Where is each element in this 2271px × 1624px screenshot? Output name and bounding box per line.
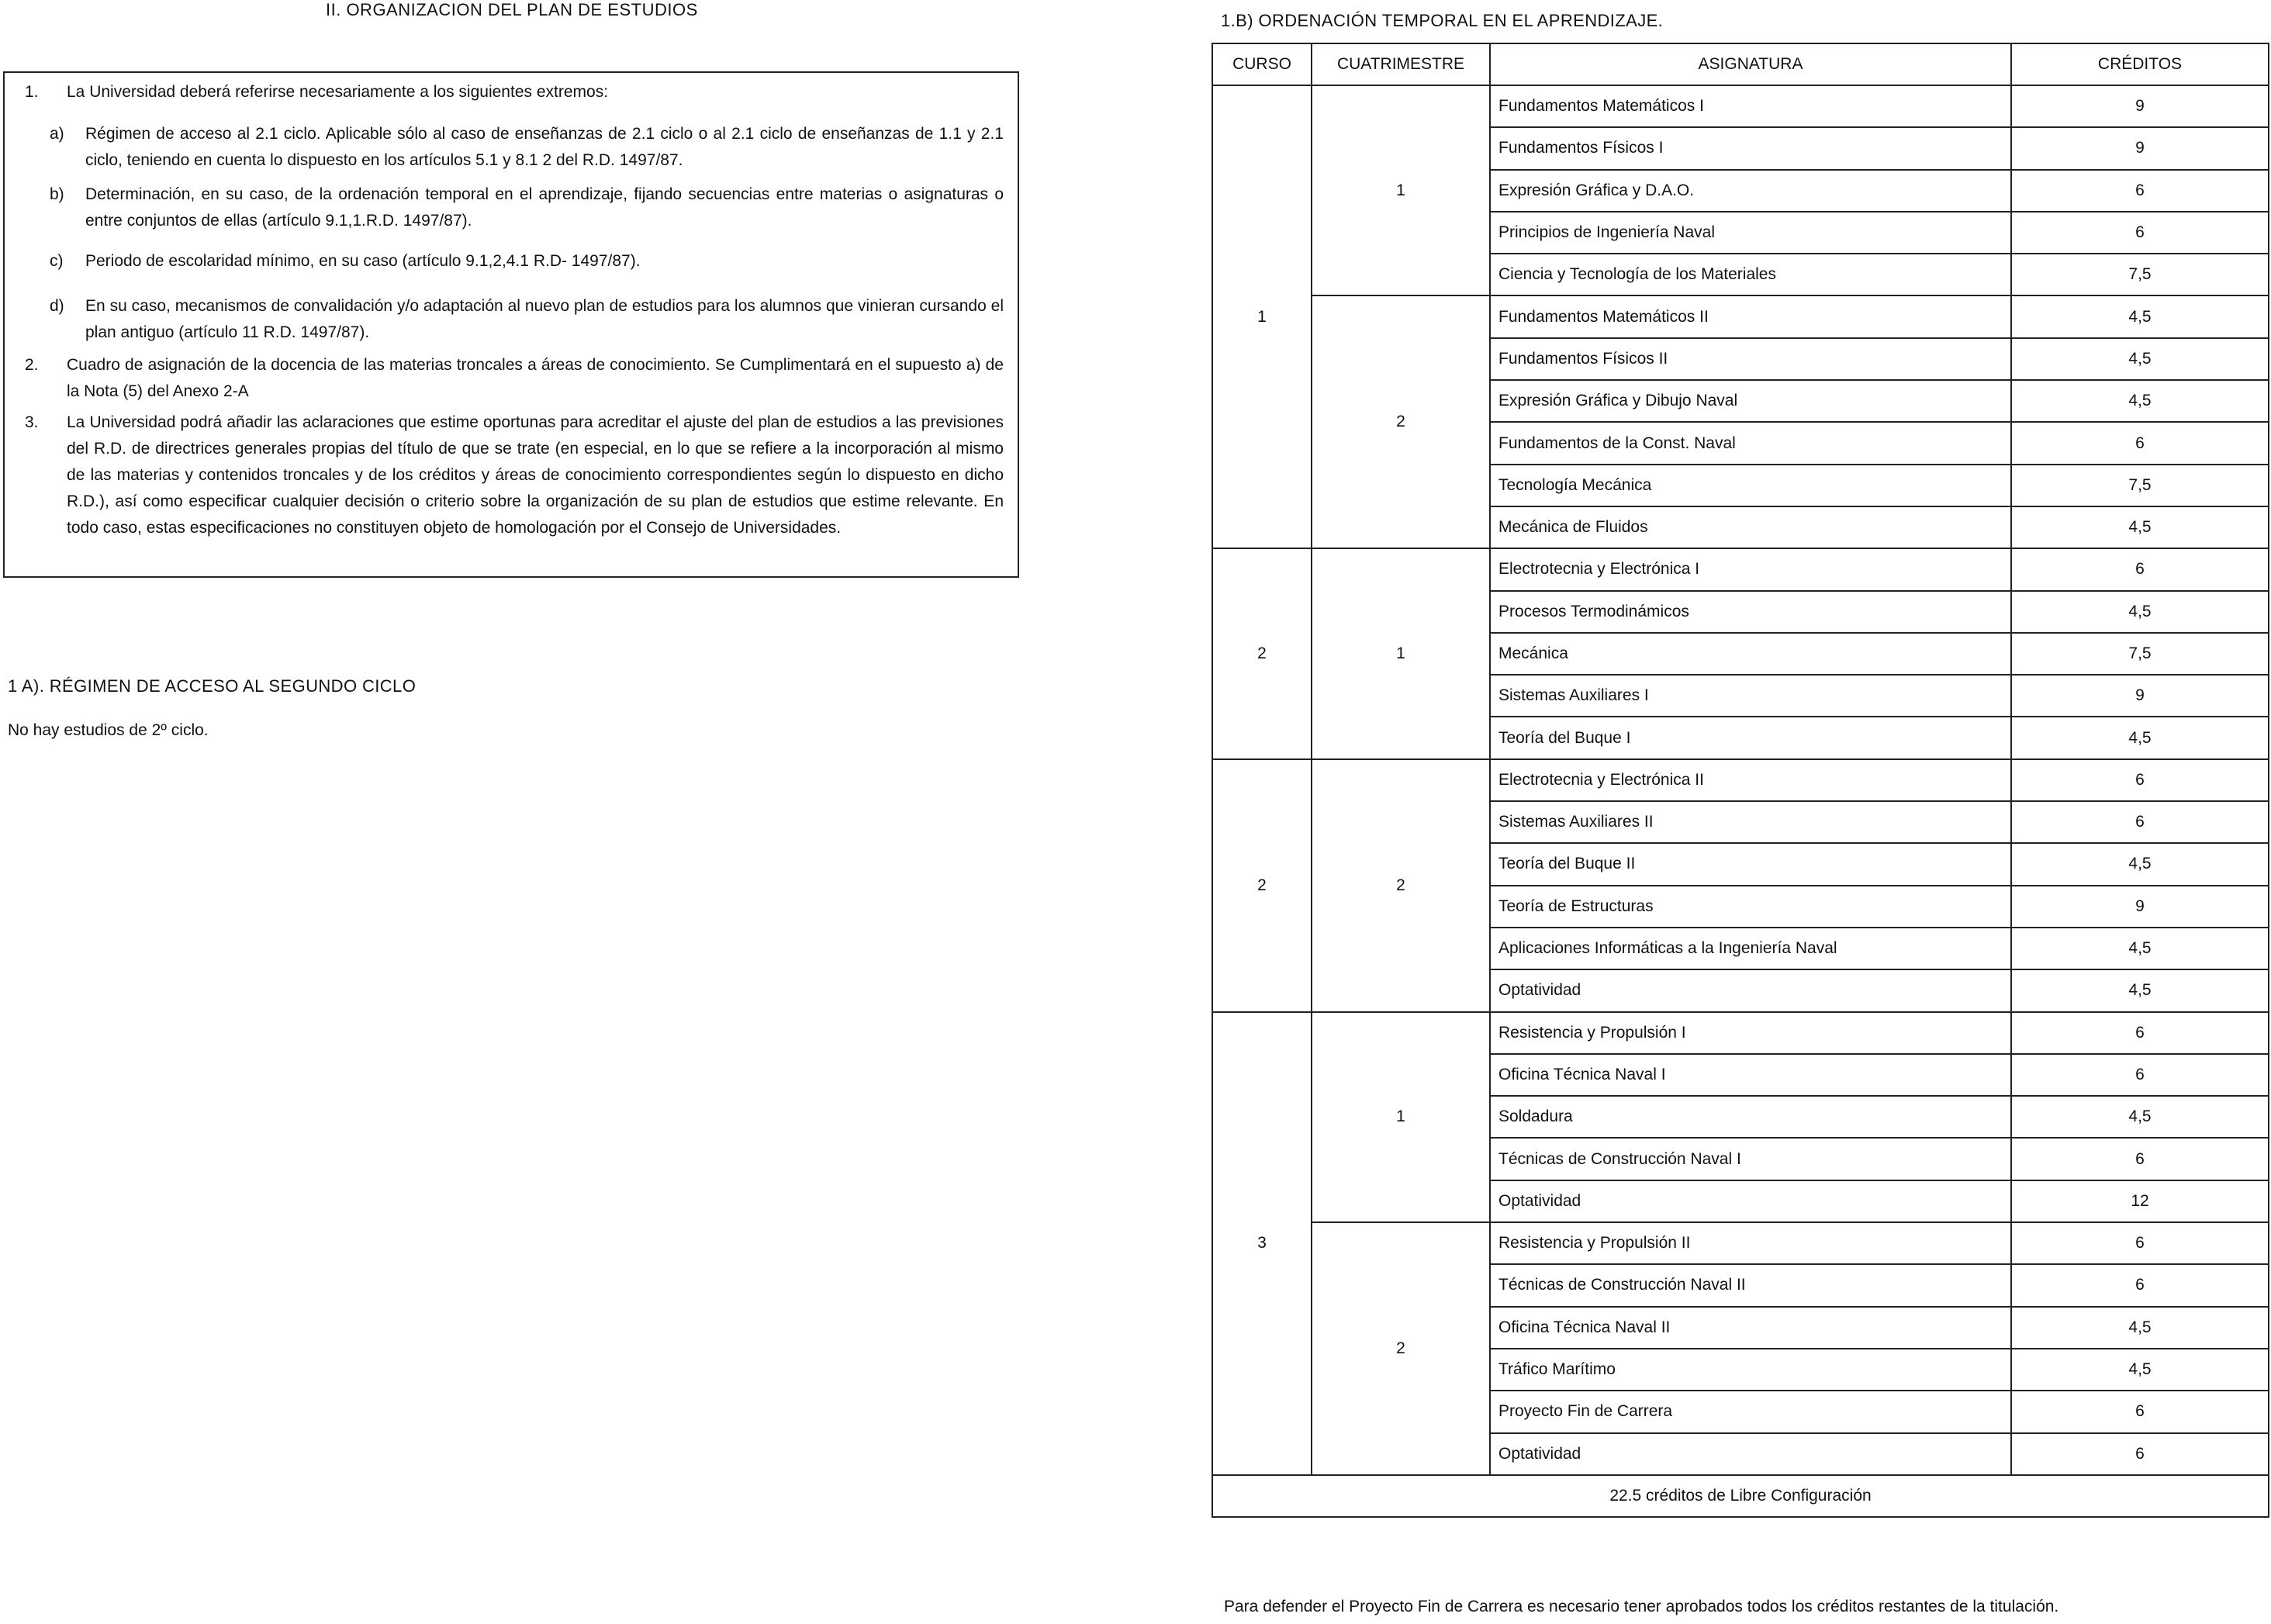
table-row [1212, 759, 2269, 801]
cell-creditos: 4,5 [2011, 1307, 2269, 1349]
left-page-title: II. ORGANIZACION DEL PLAN DE ESTUDIOS [326, 0, 698, 19]
note-text: La Universidad deberá referirse necesariamente a los siguientes extremos: [67, 83, 609, 101]
cell-creditos: 9 [2011, 675, 2269, 717]
cell-asignatura: Optatividad [1490, 1180, 2011, 1222]
cell-creditos: 6 [2011, 1264, 2269, 1306]
cell-asignatura: Aplicaciones Informáticas a la Ingeniería Naval [1490, 928, 2011, 969]
cell-creditos: 4,5 [2011, 928, 2269, 969]
cell-creditos: 7,5 [2011, 465, 2269, 506]
cell-cuatrimestre: 2 [1312, 1222, 1490, 1475]
cell-asignatura: Tráfico Marítimo [1490, 1349, 2011, 1391]
access-regime-text: No hay estudios de 2º ciclo. [8, 721, 209, 739]
cell-creditos: 4,5 [2011, 506, 2269, 548]
note-text: Régimen de acceso al 2.1 ciclo. Aplicable sólo al caso de enseñanzas de 2.1 ciclo o al 2.1 ciclo de enseñanzas de 1.1 y 2.1 ciclo, teniendo en cuenta lo dispuesto en los artículos 5.1 y 8.1 2 del R.D. 1497/87. [85, 125, 1004, 169]
cell-creditos: 6 [2011, 1222, 2269, 1264]
cell-creditos: 12 [2011, 1180, 2269, 1222]
cell-creditos: 6 [2011, 801, 2269, 843]
table-row [1212, 1012, 2269, 1054]
cell-cuatrimestre: 1 [1312, 1012, 1490, 1222]
cell-creditos: 6 [2011, 1391, 2269, 1432]
cell-creditos: 6 [2011, 1433, 2269, 1475]
cell-creditos: 9 [2011, 127, 2269, 169]
cell-creditos: 9 [2011, 85, 2269, 127]
note-text: La Universidad podrá añadir las aclaraciones que estime oportunas para acreditar el ajuste del plan de estudios a las previsiones del R.D. de directrices generales propias del título de que se trate (en especial, en lo que se refiere a la incorporación al mismo de las materias y contenidos troncales y de los créditos y áreas de conocimiento correspondientes según lo dispuesto en dicho R.D.), así como especificar cualquier decisión o criterio sobre la organización de su plan de estudios que estime relevante. En todo caso, estas especificaciones no constituyen objeto de homologación por el Consejo de Universidades. [67, 413, 1004, 537]
cell-asignatura: Oficina Técnica Naval II [1490, 1307, 2011, 1349]
cell-creditos: 7,5 [2011, 254, 2269, 295]
header-curso: CURSO [1212, 43, 1312, 85]
note-text: En su caso, mecanismos de convalidación y/o adaptación al nuevo plan de estudios para los alumnos que vinieran cursando el plan antiguo (artículo 11 R.D. 1497/87). [85, 297, 1004, 341]
cell-creditos: 6 [2011, 548, 2269, 590]
cell-creditos: 4,5 [2011, 969, 2269, 1011]
cell-asignatura: Ciencia y Tecnología de los Materiales [1490, 254, 2011, 295]
cell-asignatura: Teoría del Buque I [1490, 717, 2011, 758]
cell-creditos: 4,5 [2011, 1349, 2269, 1391]
free-credits-note: 22.5 créditos de Libre Configuración [1212, 1475, 2269, 1517]
header-creditos: CRÉDITOS [2011, 43, 2269, 85]
note-number: d) [50, 297, 64, 315]
note-number: 2. [25, 356, 39, 374]
cell-asignatura: Sistemas Auxiliares II [1490, 801, 2011, 843]
cell-asignatura: Electrotecnia y Electrónica II [1490, 759, 2011, 801]
header-asignatura: ASIGNATURA [1490, 43, 2011, 85]
cell-asignatura: Soldadura [1490, 1096, 2011, 1138]
cell-creditos: 4,5 [2011, 380, 2269, 422]
cell-creditos: 7,5 [2011, 633, 2269, 675]
cell-creditos: 9 [2011, 886, 2269, 928]
cell-curso: 2 [1212, 548, 1312, 758]
cell-asignatura: Expresión Gráfica y Dibujo Naval [1490, 380, 2011, 422]
cell-asignatura: Técnicas de Construcción Naval II [1490, 1264, 2011, 1306]
cell-creditos: 4,5 [2011, 717, 2269, 758]
cell-creditos: 4,5 [2011, 843, 2269, 885]
cell-asignatura: Resistencia y Propulsión II [1490, 1222, 2011, 1264]
cell-creditos: 6 [2011, 212, 2269, 254]
cell-asignatura: Oficina Técnica Naval I [1490, 1054, 2011, 1096]
cell-cuatrimestre: 1 [1312, 548, 1490, 758]
cell-asignatura: Electrotecnia y Electrónica I [1490, 548, 2011, 590]
cell-asignatura: Principios de Ingeniería Naval [1490, 212, 2011, 254]
cell-asignatura: Fundamentos Físicos I [1490, 127, 2011, 169]
note-text: Determinación, en su caso, de la ordenación temporal en el aprendizaje, fijando secuencias entre materias o asignaturas o entre conjuntos de ellas (artículo 9.1,1.R.D. 1497/87). [85, 185, 1004, 230]
instructions-box [3, 71, 1019, 578]
cell-asignatura: Fundamentos de la Const. Naval [1490, 422, 2011, 464]
note-number: 3. [25, 413, 39, 431]
cell-asignatura: Mecánica [1490, 633, 2011, 675]
cell-asignatura: Tecnología Mecánica [1490, 465, 2011, 506]
cell-creditos: 6 [2011, 759, 2269, 801]
right-page-title: 1.B) ORDENACIÓN TEMPORAL EN EL APRENDIZAJE. [1221, 11, 1664, 30]
cell-creditos: 4,5 [2011, 1096, 2269, 1138]
cell-asignatura: Optatividad [1490, 1433, 2011, 1475]
cell-asignatura: Optatividad [1490, 969, 2011, 1011]
note-number: b) [50, 185, 64, 203]
cell-asignatura: Técnicas de Construcción Naval I [1490, 1138, 2011, 1180]
cell-curso: 3 [1212, 1012, 1312, 1475]
cell-creditos: 6 [2011, 170, 2269, 212]
cell-asignatura: Proyecto Fin de Carrera [1490, 1391, 2011, 1432]
cell-cuatrimestre: 2 [1312, 759, 1490, 1012]
access-regime-heading: 1 A). RÉGIMEN DE ACCESO AL SEGUNDO CICLO [8, 676, 417, 696]
note-number: c) [50, 252, 64, 270]
cell-creditos: 6 [2011, 1054, 2269, 1096]
cell-creditos: 4,5 [2011, 295, 2269, 337]
cell-curso: 2 [1212, 759, 1312, 1012]
cell-cuatrimestre: 2 [1312, 295, 1490, 548]
cell-creditos: 6 [2011, 1138, 2269, 1180]
note-text: Periodo de escolaridad mínimo, en su caso (artículo 9.1,2,4.1 R.D- 1497/87). [85, 252, 641, 270]
cell-creditos: 4,5 [2011, 338, 2269, 380]
table-body [1212, 85, 2269, 1475]
cell-asignatura: Teoría del Buque II [1490, 843, 2011, 885]
note-number: a) [50, 125, 64, 143]
cell-asignatura: Mecánica de Fluidos [1490, 506, 2011, 548]
cell-asignatura: Fundamentos Matemáticos II [1490, 295, 2011, 337]
cell-asignatura: Teoría de Estructuras [1490, 886, 2011, 928]
cell-asignatura: Sistemas Auxiliares I [1490, 675, 2011, 717]
cell-asignatura: Fundamentos Físicos II [1490, 338, 2011, 380]
header-cuatrimestre: CUATRIMESTRE [1312, 43, 1490, 85]
cell-creditos: 6 [2011, 422, 2269, 464]
cell-cuatrimestre: 1 [1312, 85, 1490, 295]
table-row [1212, 295, 2269, 337]
table-row [1212, 548, 2269, 590]
table-row [1212, 85, 2269, 127]
cell-asignatura: Resistencia y Propulsión I [1490, 1012, 2011, 1054]
cell-asignatura: Expresión Gráfica y D.A.O. [1490, 170, 2011, 212]
cell-asignatura: Procesos Termodinámicos [1490, 591, 2011, 633]
final-project-note: Para defender el Proyecto Fin de Carrera es necesario tener aprobados todos los créditos restantes de la titulación. [1224, 1598, 2059, 1615]
study-plan-table [1212, 43, 2269, 1518]
table-header-row [1212, 43, 2269, 85]
cell-creditos: 4,5 [2011, 591, 2269, 633]
note-number: 1. [25, 83, 39, 101]
note-text: Cuadro de asignación de la docencia de las materias troncales a áreas de conocimiento. Se Cumplimentará en el supuesto a) de la Nota (5) del Anexo 2-A [67, 356, 1004, 400]
cell-curso: 1 [1212, 85, 1312, 548]
cell-creditos: 6 [2011, 1012, 2269, 1054]
cell-asignatura: Fundamentos Matemáticos I [1490, 85, 2011, 127]
table-row [1212, 1222, 2269, 1264]
table-footer-row [1212, 1475, 2269, 1517]
